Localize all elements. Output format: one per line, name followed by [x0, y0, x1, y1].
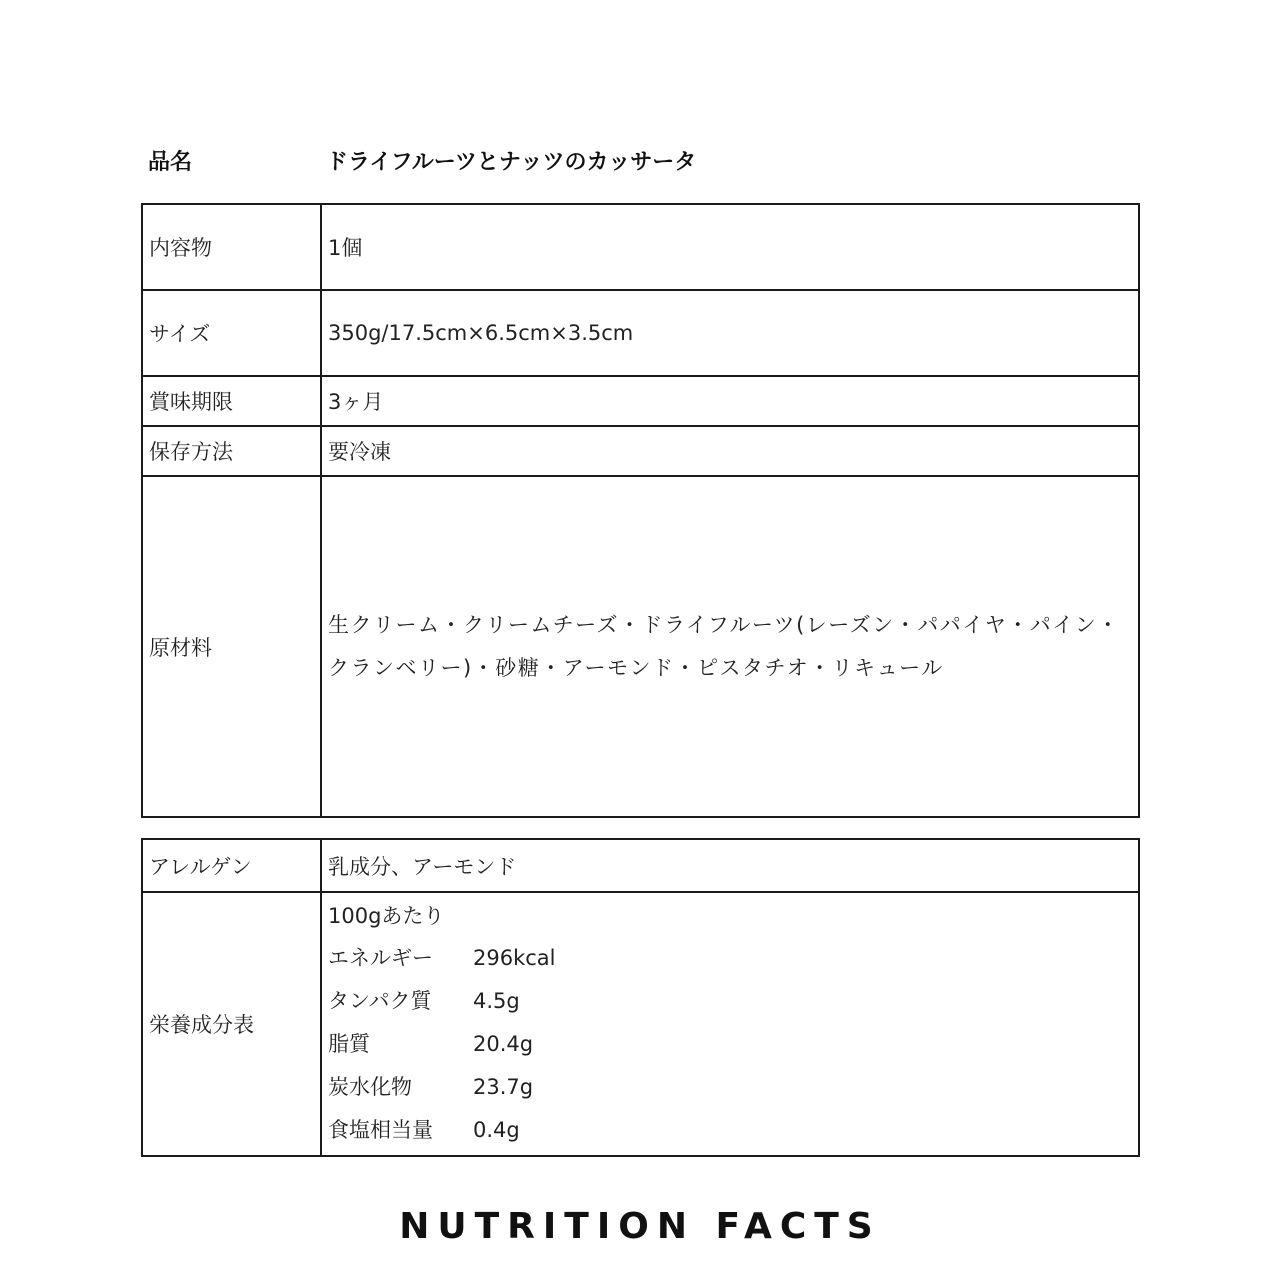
- nutrition-values: [321, 892, 1139, 1156]
- nutrition-item-name: タンパク質: [328, 989, 432, 1013]
- shelf-life-value: 3ヶ月: [321, 376, 1139, 426]
- nutrition-item-value: 296kcal: [473, 946, 556, 970]
- table-row: [142, 892, 1139, 1156]
- nutrition-table: [141, 838, 1140, 1157]
- nutrition-item-name: 食塩相当量: [328, 1118, 433, 1142]
- table-row: [142, 839, 1139, 892]
- product-name-label: 品名: [148, 150, 193, 175]
- table-row: [142, 376, 1139, 426]
- nutrition-item: [328, 1023, 1132, 1066]
- nutrition-item-value: 4.5g: [473, 989, 520, 1013]
- nutrition-item-name: 炭水化物: [328, 1075, 412, 1099]
- table-row: [142, 426, 1139, 476]
- nutrition-facts-title: NUTRITION FACTS: [399, 1206, 881, 1247]
- allergen-value: 乳成分、アーモンド: [321, 839, 1139, 892]
- nutrition-item-name: 脂質: [328, 1032, 370, 1056]
- ingredients-value: 生クリーム・クリームチーズ・ドライフルーツ(レーズン・パパイヤ・パイン・クランベリー)・砂糖・アーモンド・ピスタチオ・リキュール: [321, 476, 1139, 817]
- nutrition-item: [328, 1066, 1132, 1109]
- ingredients-label: 原材料: [142, 476, 321, 817]
- nutrition-item-value: 23.7g: [473, 1075, 534, 1099]
- size-value: 350g/17.5cm×6.5cm×3.5cm: [321, 290, 1139, 376]
- allergen-label: アレルゲン: [142, 839, 321, 892]
- nutrition-item: [328, 980, 1132, 1023]
- nutrition-item: [328, 937, 1132, 980]
- nutrition-item-value: 20.4g: [473, 1032, 534, 1056]
- contents-value: 1個: [321, 204, 1139, 290]
- storage-label: 保存方法: [142, 426, 321, 476]
- table-row: [142, 204, 1139, 290]
- nutrition-item-value: 0.4g: [473, 1118, 520, 1142]
- shelf-life-label: 賞味期限: [142, 376, 321, 426]
- table-row: [142, 290, 1139, 376]
- nutrition-item: [328, 1109, 1132, 1152]
- size-label: サイズ: [142, 290, 321, 376]
- product-spec-table: [141, 203, 1140, 818]
- storage-value: 要冷凍: [321, 426, 1139, 476]
- nutrition-label: 栄養成分表: [142, 892, 321, 1156]
- contents-label: 内容物: [142, 204, 321, 290]
- nutrition-basis: 100gあたり: [328, 904, 445, 928]
- table-row: [142, 476, 1139, 817]
- product-name-row: [148, 146, 1138, 180]
- nutrition-item-name: エネルギー: [328, 946, 433, 970]
- product-name-value: ドライフルーツとナッツのカッサータ: [326, 150, 697, 175]
